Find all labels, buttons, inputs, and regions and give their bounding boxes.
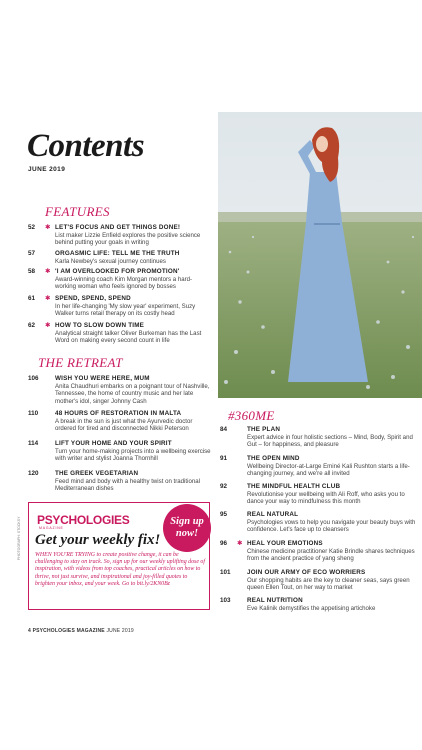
section-heading-retreat: THE RETREAT [38, 355, 123, 370]
footer-magazine-name: PSYCHOLOGIES MAGAZINE [32, 628, 105, 634]
entry-description: Eve Kalinik demystifies the appetising artichoke [247, 605, 376, 612]
page-number: 110 [28, 410, 39, 417]
signup-badge-line1: Sign up [170, 516, 204, 527]
entry-description: Chinese medicine practitioner Katie Brindle shares techniques from the ancient practice of yang sheng [247, 548, 415, 563]
page-title: Contents [27, 128, 145, 164]
psychologies-logo: PSYCHOLOGIES [37, 513, 130, 527]
section-heading-features: FEATURES [45, 204, 110, 219]
page-number: 57 [28, 250, 36, 257]
issue-date: JUNE 2019 [28, 166, 66, 173]
entry-title: HEAL YOUR EMOTIONS [247, 540, 323, 547]
page-number: 114 [28, 440, 39, 447]
page-number: 96 [220, 540, 228, 547]
star-icon: ✱ [45, 268, 51, 275]
logo-subtitle: MAGAZINE [39, 526, 64, 530]
page-number: 103 [220, 597, 231, 604]
entry-title: REAL NUTRITION [247, 597, 303, 604]
entry-description: Expert advice in four holistic sections – Mind, Body, Spirit and Gut – for happiness, and pleasure [247, 434, 413, 449]
promo-headline: Get your weekly fix! [35, 532, 161, 548]
toc-entry[interactable] [220, 426, 420, 449]
entry-title: WISH YOU WERE HERE, MUM [55, 375, 150, 382]
entry-description: Turn your home-making projects into a wellbeing exercise with writer and stylist Joanna Thornhill [55, 448, 211, 463]
cover-photo [218, 112, 422, 398]
entry-description: Feed mind and body with a healthy twist on traditional Mediterranean dishes [55, 478, 200, 493]
page-number: 84 [220, 426, 228, 433]
toc-entry[interactable] [28, 224, 213, 247]
entry-description: Award-winning coach Kim Morgan mentors a hard-working woman who feels ignored by bosses [55, 276, 193, 291]
photo-credit: PHOTOGRAPH: STOCKSY [17, 516, 21, 560]
entry-title: THE GREEK VEGETARIAN [55, 470, 139, 477]
toc-entry[interactable] [220, 569, 420, 592]
entry-title: 'I AM OVERLOOKED FOR PROMOTION' [55, 268, 180, 275]
star-icon: ✱ [45, 224, 51, 231]
page-number: 92 [220, 483, 228, 490]
page-number: 61 [28, 295, 36, 302]
footer-page-number: 4 [28, 628, 31, 634]
section-heading-360me: #360ME [228, 408, 275, 423]
entry-description: Anita Chaudhuri embarks on a poignant tour of Nashville, Tennessee, the home of country music and her late mother's idol, singer Johnny Cash [55, 383, 210, 405]
entry-description: A break in the sun is just what the Ayurvedic doctor ordered for tired and disconnected Nikki Peterson [55, 418, 193, 433]
entry-title: THE MINDFUL HEALTH CLUB [247, 483, 341, 490]
entry-description: Psychologies vows to help you navigate your beauty buys with confidence. Let's face up to cleansers [247, 519, 416, 534]
page-number: 95 [220, 511, 228, 518]
entry-title: LIFT YOUR HOME AND YOUR SPIRIT [55, 440, 172, 447]
toc-entry[interactable] [28, 268, 213, 291]
toc-entry[interactable] [28, 322, 213, 345]
entry-title: REAL NATURAL [247, 511, 299, 518]
toc-entry[interactable] [28, 375, 213, 405]
toc-entry[interactable] [28, 250, 213, 265]
toc-entry[interactable] [28, 470, 213, 493]
entry-description: Karla Newbey's sexual journey continues [55, 258, 166, 265]
page-number: 106 [28, 375, 39, 382]
entry-description: Our shopping habits are the key to cleaner seas, says green queen Ellen Tout, on her way to market [247, 577, 410, 592]
entry-title: LET'S FOCUS AND GET THINGS DONE! [55, 224, 181, 231]
entry-description: Wellbeing Director-at-Large Eminé Kali Rushton starts a life-changing journey, and we're all invited [247, 463, 410, 478]
page-number: 101 [220, 569, 231, 576]
entry-title: JOIN OUR ARMY OF ECO WORRIERS [247, 569, 366, 576]
entry-title: HOW TO SLOW DOWN TIME [55, 322, 145, 329]
signup-badge[interactable] [163, 504, 211, 552]
toc-entry[interactable] [28, 295, 213, 318]
entry-description: Analytical straight talker Oliver Burkeman has the Last Word on making every second count in life [55, 330, 202, 345]
star-icon: ✱ [45, 322, 51, 329]
toc-entry[interactable] [220, 511, 420, 534]
toc-entry[interactable] [220, 597, 420, 612]
star-icon: ✱ [237, 540, 243, 547]
toc-entry[interactable] [220, 540, 420, 563]
promo-body: WHEN YOU'RE TRYING to create positive change, it can be challenging to stay on track. So, sign up for our weekly uplifting dose of inspiration, with videos from top coaches, practical articles on how to thrive, not just survive, and inspirational and joy-filled quotes to brighten your inbox, and your week. Go to bit.ly/2KN0Bz [35, 552, 205, 587]
star-icon: ✱ [45, 295, 51, 302]
page-footer [28, 628, 134, 634]
entry-title: 48 HOURS OF RESTORATION IN MALTA [55, 410, 182, 417]
footer-date: JUNE 2019 [106, 628, 134, 634]
page-number: 120 [28, 470, 39, 477]
entry-title: THE OPEN MIND [247, 455, 300, 462]
page-number: 62 [28, 322, 36, 329]
page-number: 58 [28, 268, 36, 275]
entry-description: In her life-changing 'My slow year' experiment, Suzy Walker turns retail therapy on its costly head [55, 303, 196, 318]
photo-woman-in-field [218, 112, 422, 398]
toc-entry[interactable] [28, 410, 213, 433]
newsletter-promo[interactable] [28, 502, 210, 610]
toc-entry[interactable] [220, 483, 420, 506]
page-number: 52 [28, 224, 36, 231]
entry-description: List maker Lizzie Enfield explores the positive science behind putting your goals in writing [55, 232, 201, 247]
entry-title: THE PLAN [247, 426, 281, 433]
entry-title: ORGASMIC LIFE: TELL ME THE TRUTH [55, 250, 180, 257]
entry-title: SPEND, SPEND, SPEND [55, 295, 131, 302]
page-number: 91 [220, 455, 228, 462]
toc-entry[interactable] [220, 455, 420, 478]
toc-entry[interactable] [28, 440, 213, 463]
entry-description: Revolutionise your wellbeing with Ali Roff, who asks you to dance your way to mindfulness this month [247, 491, 405, 506]
signup-badge-line2: now! [175, 528, 199, 539]
